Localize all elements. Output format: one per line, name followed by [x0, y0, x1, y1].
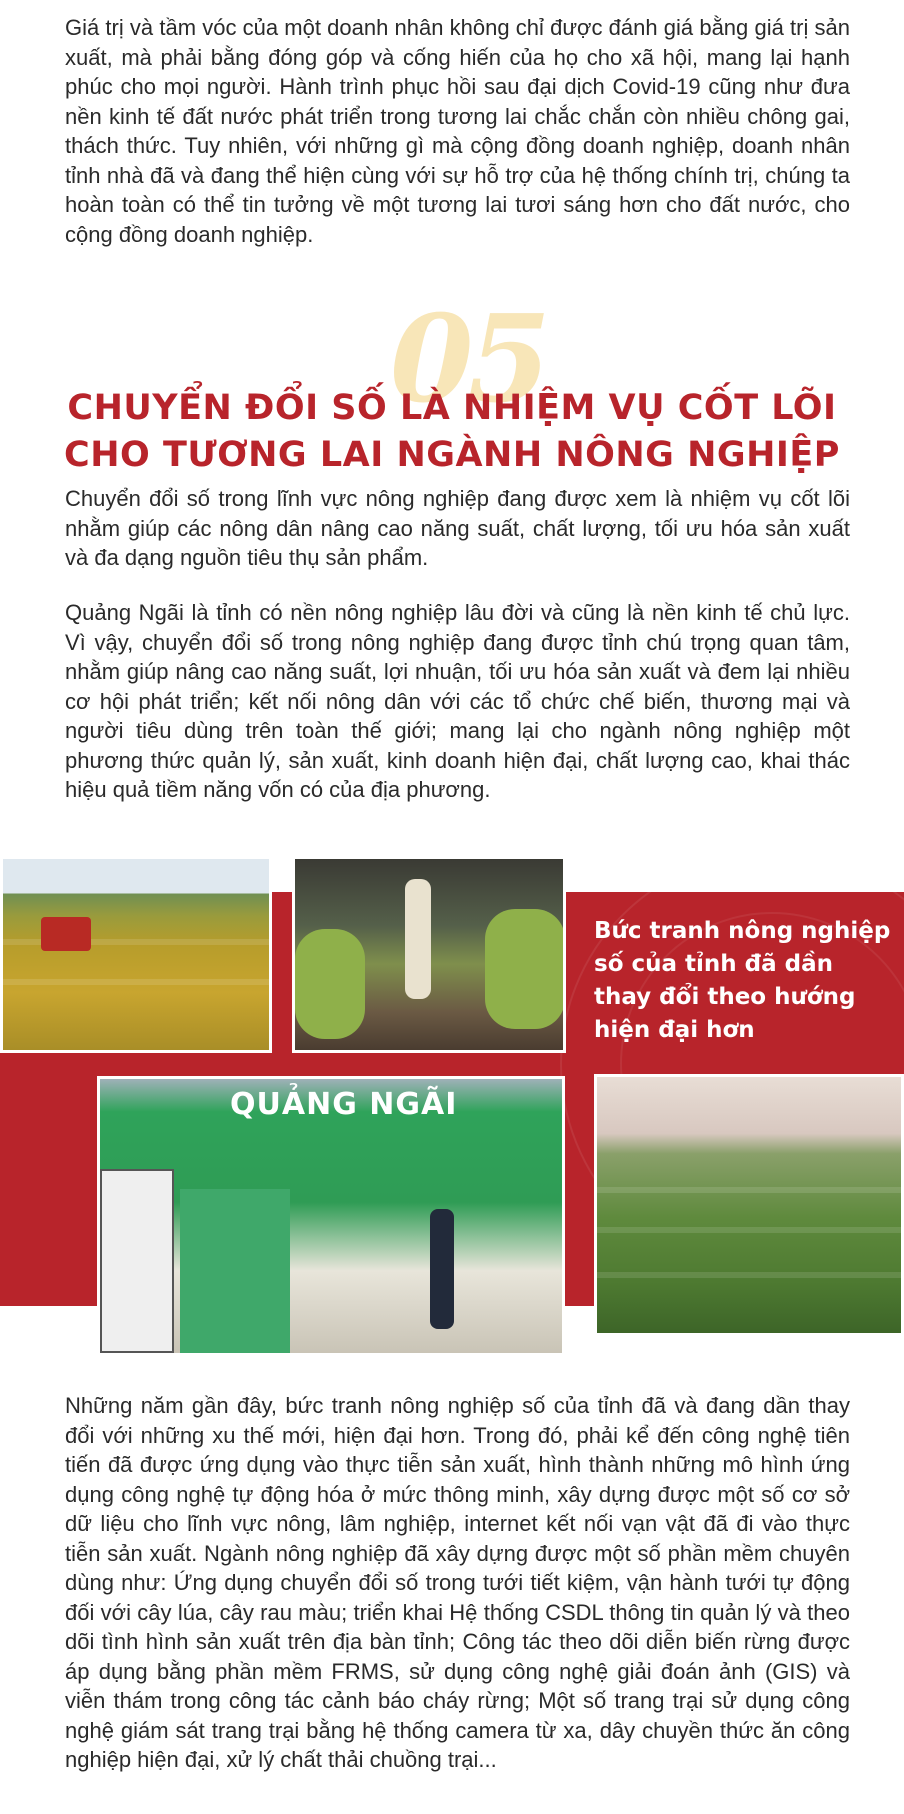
rice-harvest-photo [0, 856, 272, 1053]
map-display-board [180, 1189, 290, 1354]
intro-paragraph: Giá trị và tầm vóc của một doanh nhân không chỉ được đánh giá bằng giá trị sản xuất, mà phải bằng đóng góp và cống hiến của họ cho xã hội, mang lại hạnh phúc cho mọi người. Hành trình phục hồi sau đại dịch Covid-19 cũng như đưa nền kinh tế đất nước phát triển trong tương lai chắc chắn còn nhiều chông gai, thách thức. Tuy nhiên, với những gì mà cộng đồng doanh nghiệp, doanh nhân tỉnh nhà đã và đang thể hiện cùng với sự hỗ trợ của hệ thống chính trị, chúng ta hoàn toàn có thể tin tưởng về một tương lai tươi sáng hơn cho đất nước, cho cộng đồng doanh nghiệp. [65, 15, 850, 247]
vegetable-field-photo [594, 1074, 904, 1336]
banana-bunch [485, 909, 565, 1029]
quang-ngai-exhibition-booth-photo [97, 1076, 565, 1356]
section-lead-paragraph: Chuyển đổi số trong lĩnh vực nông nghiệp đang được xem là nhiệm vụ cốt lõi nhằm giúp các nông dân nâng cao năng suất, chất lượng, tối ưu hóa sản xuất và đa dạng nguồn tiêu thụ sản phẩm. [65, 486, 850, 570]
field-row [597, 1187, 901, 1193]
section-body-paragraph: Quảng Ngãi là tỉnh có nền nông nghiệp lâu đời và cũng là nền kinh tế chủ lực. Vì vậy, chuyển đổi số trong nông nghiệp đang được tỉnh chú trọng quan tâm, nhằm giúp nâng cao năng suất, lợi nhuận, tối ưu hóa sản xuất và đem lại nhiều cơ hội phát triển; kết nối nông dân với các tổ chức chế biến, thương mại và người tiêu dùng trên toàn thế giới; mang lại cho ngành nông nghiệp một phương thức quản lý, sản xuất, kinh doanh hiện đại, chất lượng cao, khai thác hiệu quả tiềm năng vốn có của địa phương. [65, 600, 850, 802]
gallery-caption: Bức tranh nông nghiệp số của tỉnh đã dần thay đổi theo hướng hiện đại hơn [594, 918, 891, 1043]
photo-display-board [100, 1169, 174, 1353]
booth-sign: QUẢNG NGÃI [230, 1087, 458, 1122]
closing-paragraph: Những năm gần đây, bức tranh nông nghiệp số của tỉnh đã và đang dần thay đổi với những xu thế mới, hiện đại hơn. Trong đó, phải kể đến công nghệ tiên tiến đã được ứng dụng vào thực tiễn sản xuất, hình thành những mô hình ứng dụng công nghệ tự động hóa ở mức thông minh, xây dựng được một số cơ sở dữ liệu cho lĩnh vực nông, lâm nghiệp, internet kết nối vạn vật đã đi vào thực tiễn sản xuất. Ngành nông nghiệp đã xây dựng được một số phần mềm chuyên dùng như: Ứng dụng chuyển đổi số trong tưới tiết kiệm, vận hành tưới tự động đối với cây lúa, cây rau màu; triển khai Hệ thống CSDL thông tin quản lý và theo dõi tình hình sản xuất trên địa bàn tỉnh; Công tác theo dõi diễn biến rừng được áp dụng bằng phần mềm FRMS, sử dụng công nghệ giải đoán ảnh (GIS) và viễn thám trong công tác cảnh báo cháy rừng; Một số trang trại sử dụng công nghệ giám sát trang trại bằng hệ thống camera từ xa, dây chuyền thức ăn công nghiệp hiện đại, xử lý chất thải chuồng trại... [65, 1393, 850, 1772]
section-heading [0, 385, 904, 479]
section-heading-line-1: CHUYỂN ĐỔI SỐ LÀ NHIỆM VỤ CỐT LÕI [67, 388, 837, 428]
field-row [597, 1227, 901, 1233]
visitor-figure [430, 1209, 454, 1329]
banana-packing-photo [292, 856, 566, 1053]
field-row [597, 1272, 901, 1278]
harvester-machine [41, 917, 91, 951]
banana-bunch [295, 929, 365, 1039]
section-number: 05 [390, 289, 545, 430]
section-heading-line-2: CHO TƯƠNG LAI NGÀNH NÔNG NGHIỆP [64, 435, 840, 475]
field-row [3, 979, 269, 985]
worker-figure [405, 879, 431, 999]
